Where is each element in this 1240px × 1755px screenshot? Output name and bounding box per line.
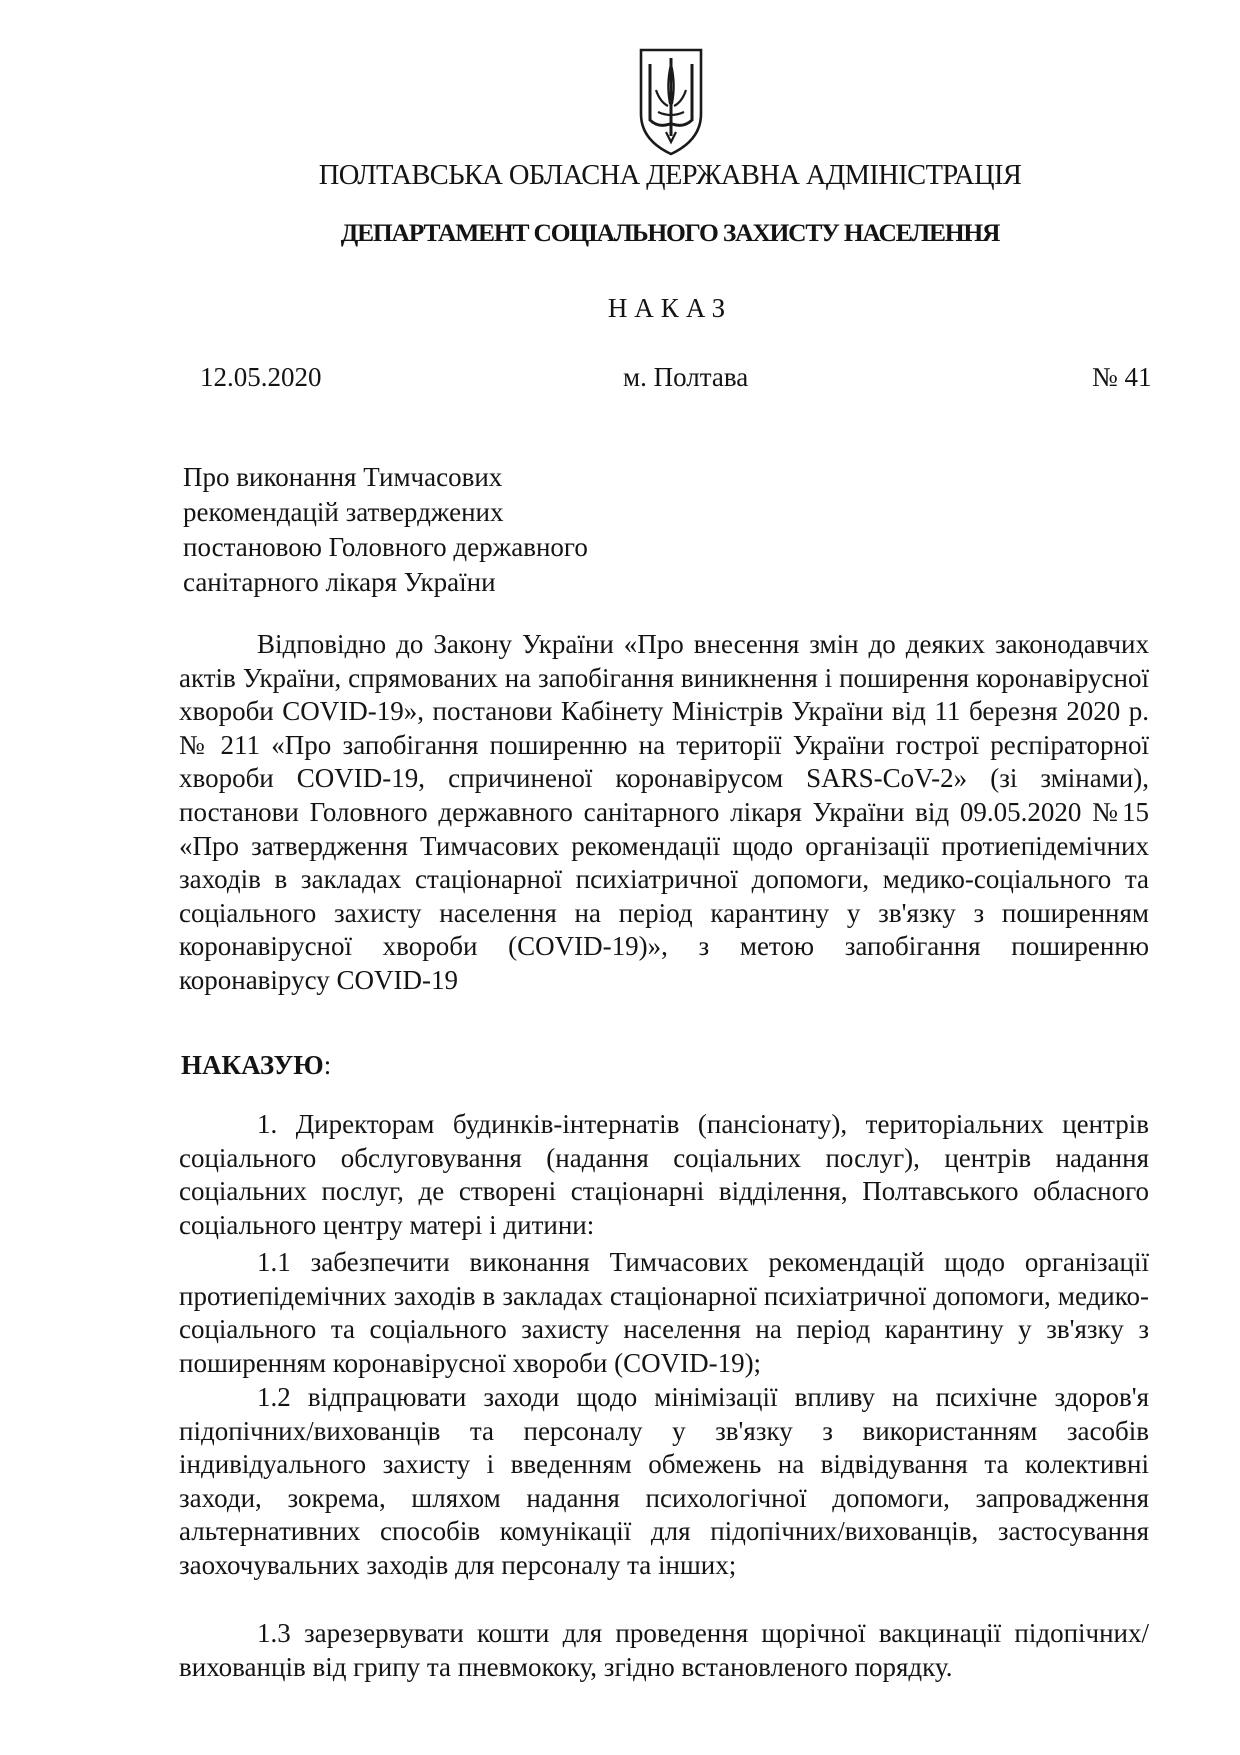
decree-heading [181,1050,331,1081]
order-number: № 41 [1092,362,1152,392]
subject-line: санітарного лікаря України [183,567,496,597]
clause-1: 1. Директорам будинків-інтернатів (пансіонату), територіальних центрів соціального обслуговування (надання соціальних послуг), центрів надання соціальних послуг, де створені стаціонарні відділення, Полтавського обласного соціального центру матері і дитини: [179,1109,1149,1240]
subject-line: постановою Головного державного [183,532,588,562]
document-type: НАКАЗ [607,293,733,323]
department-name: ДЕПАРТАМЕНТ СОЦІАЛЬНОГО ЗАХИСТУ НАСЕЛЕННЯ [340,218,1000,247]
order-subject [183,460,743,600]
clause-1-1: 1.1 забезпечити виконання Тимчасових рекомендацій щодо організації протиепідемічних заходів в закладах стаціонарної психіатричної допомоги, медико-соціального та соціального захисту населення на період карантину у зв'язку з поширенням коронавірусної хвороби (COVID-19); [179,1247,1149,1378]
preamble-paragraph: Відповідно до Закону України «Про внесення змін до деяких законодавчих актів України, спрямованих на запобігання виникнення і поширення коронавірусної хвороби COVID-19», постанови Кабінету Міністрів України від 11 березня 2020 р. № 211 «Про запобігання поширенню на території України гострої респіраторної хвороби COVID-19, спричиненої коронавірусом SARS-CoV-2» (зі змінами), постанови Головного державного санітарного лікаря України від 09.05.2020 №15 «Про затвердження Тимчасових рекомендації щодо організації протиепідемічних заходів в закладах стаціонарної психіатричної допомоги, медико-соціального та соціального захисту населення на період карантину у зв'язку з поширенням коронавірусної хвороби (COVID-19)», з метою запобігання поширенню коронавірусу COVID-19 [179,629,1149,995]
decree-word: НАКАЗУЮ [181,1050,324,1080]
trident-coat-of-arms-icon [636,44,706,158]
subject-line: Про виконання Тимчасових [183,462,503,492]
order-date: 12.05.2020 [200,362,322,392]
clause-1-2: 1.2 відпрацювати заходи щодо мінімізації впливу на психічне здоров'я підопічних/вихованців та персоналу у зв'язку з використанням засобів індивідуального захисту і введенням обмежень на відвідування та колективні заходи, зокрема, шляхом надання психологічної допомоги, запровадження альтернативних способів комунікації для підопічних/вихованців, застосування заохочувальних заходів для персоналу та інших; [179,1382,1149,1580]
clause-1-3: 1.3 зарезервувати кошти для проведення щорічної вакцинації підопічних/вихованців від грипу та пневмококу, згідно встановленого порядку. [179,1618,1149,1682]
decree-colon: : [323,1050,332,1080]
subject-line: рекомендацій затверджених [183,497,504,527]
order-city: м. Полтава [623,362,749,392]
organization-name: ПОЛТАВСЬКА ОБЛАСНА ДЕРЖАВНА АДМІНІСТРАЦІЯ [318,160,1022,191]
